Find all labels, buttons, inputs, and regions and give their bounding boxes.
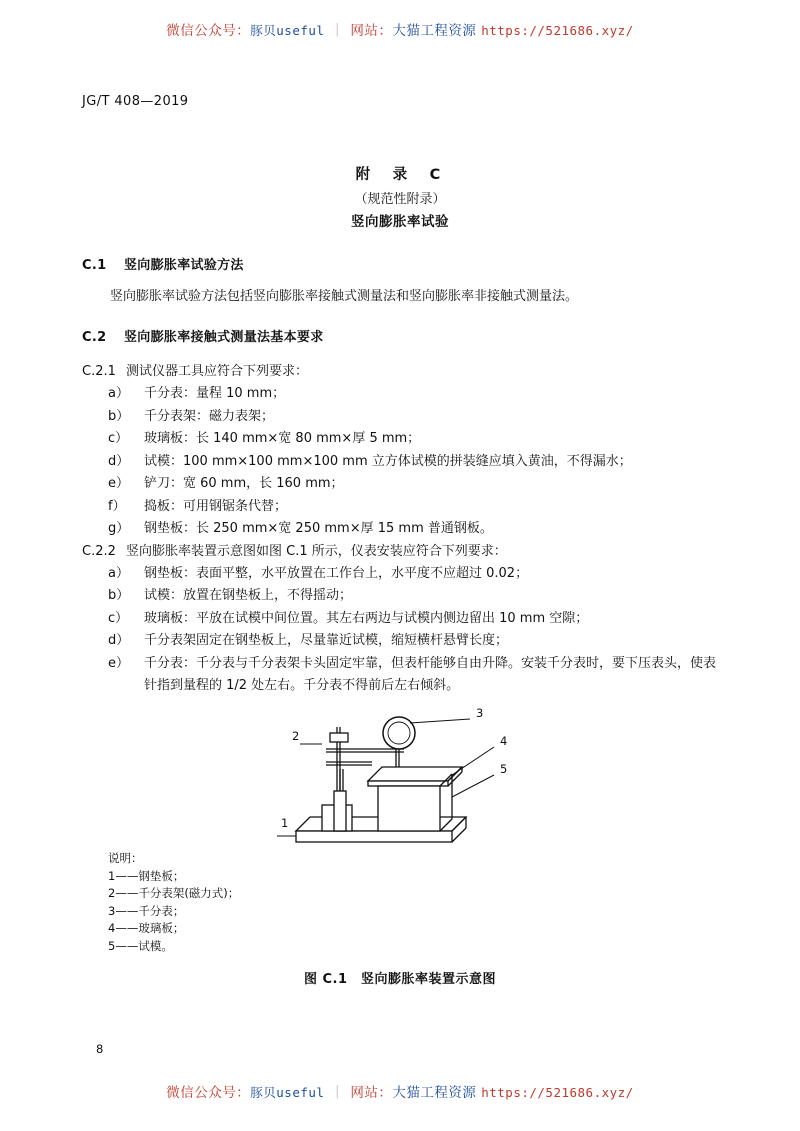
watermark-top — [0, 19, 800, 39]
list-item — [82, 563, 718, 586]
watermark-account: 豚贝useful — [250, 23, 325, 38]
section-c1-title: 竖向膨胀率试验方法 — [124, 258, 244, 273]
watermark-site-name-bottom: 大猫工程资源 — [392, 1085, 477, 1101]
list-text: 玻璃板：长 140 mm×宽 80 mm×厚 5 mm； — [144, 431, 421, 446]
watermark-url: https://521686.xyz/ — [481, 23, 634, 38]
list-text: 试模：放置在钢垫板上，不得摇动； — [144, 588, 353, 603]
list-item — [82, 585, 718, 608]
list-marker: e） — [108, 655, 129, 671]
list-item — [82, 653, 718, 698]
watermark-account-bottom: 豚贝useful — [250, 1085, 325, 1100]
watermark-site-label-bottom: 网站： — [350, 1085, 393, 1101]
list-text: 钢垫板：长 250 mm×宽 250 mm×厚 15 mm 普通钢板。 — [144, 521, 493, 536]
document-body — [82, 255, 718, 698]
watermark-wechat-label: 微信公众号： — [166, 23, 251, 39]
list-item — [82, 473, 718, 496]
figure-legend — [108, 850, 239, 955]
list-marker: b） — [108, 588, 130, 603]
standard-number: JG/T 408—2019 — [82, 94, 189, 109]
figure-callout-3: 3 — [476, 706, 484, 720]
section-c2-title: 竖向膨胀率接触式测量法基本要求 — [124, 330, 324, 345]
list-marker: d） — [108, 633, 130, 648]
clause-c21-list — [82, 383, 718, 541]
legend-title: 说明： — [108, 851, 143, 865]
page-number: 8 — [96, 1042, 104, 1056]
list-marker: a） — [108, 565, 129, 581]
section-c1-heading — [82, 255, 718, 276]
list-marker: a） — [108, 386, 129, 401]
clause-c22-heading — [82, 541, 718, 563]
list-text: 玻璃板：平放在试模中间位置。其左右两边与试模内侧边留出 10 mm 空隙； — [144, 610, 589, 626]
list-item — [82, 428, 718, 451]
watermark-separator-bottom: ｜ — [330, 1085, 345, 1101]
watermark-site-label: 网站： — [350, 23, 393, 39]
list-marker: c） — [108, 431, 129, 446]
list-text: 铲刀：宽 60 mm，长 160 mm； — [144, 476, 344, 491]
list-item — [82, 406, 718, 429]
clause-c21-number: C.2.1 — [82, 364, 116, 379]
figure-callout-5: 5 — [500, 762, 508, 776]
figure-caption: 图 C.1 竖向膨胀率装置示意图 — [303, 972, 497, 987]
annex-subtitle: （规范性附录） — [354, 192, 446, 207]
watermark-wechat-label-bottom: 微信公众号： — [166, 1085, 251, 1101]
list-text: 试模：100 mm×100 mm×100 mm 立方体试模的拼装缝应填入黄油，不得漏水； — [144, 453, 632, 469]
list-text: 千分表：量程 10 mm； — [144, 386, 286, 401]
clause-c22-number: C.2.2 — [82, 543, 116, 559]
legend-item: 2——千分表架(磁力式)； — [108, 886, 240, 900]
list-item — [82, 518, 718, 541]
list-item — [82, 608, 718, 631]
watermark-site-name: 大猫工程资源 — [392, 23, 477, 39]
annex-name: 竖向膨胀率试验 — [351, 214, 449, 230]
annex-title: 附 录 C — [355, 167, 445, 183]
legend-item: 5——试模。 — [108, 938, 173, 953]
list-marker: b） — [108, 408, 130, 424]
list-text: 钢垫板：表面平整，水平放置在工作台上，水平度不应超过 0.02； — [144, 565, 529, 581]
section-c2-number: C.2 — [82, 330, 107, 345]
list-item — [82, 383, 718, 406]
list-marker: c） — [108, 610, 129, 626]
section-c1-number: C.1 — [82, 258, 107, 273]
watermark-bottom — [0, 1081, 800, 1101]
section-c1-paragraph: 竖向膨胀率试验方法包括竖向膨胀率接触式测量法和竖向膨胀率非接触式测量法。 — [110, 289, 579, 304]
figure-callout-4: 4 — [500, 734, 508, 748]
section-c2-heading — [82, 327, 718, 348]
list-item — [82, 630, 718, 653]
legend-item: 4——玻璃板； — [108, 921, 185, 935]
figure-callout-2: 2 — [292, 729, 300, 743]
list-text: 捣板：可用钢锯条代替； — [144, 498, 288, 514]
list-text: 千分表架固定在钢垫板上，尽量靠近试模，缩短横杆悬臂长度； — [144, 633, 509, 648]
list-item — [82, 496, 718, 519]
clause-c22-list — [82, 563, 718, 698]
clause-c21-title: 测试仪器工具应符合下列要求： — [126, 364, 309, 379]
watermark-url-bottom: https://521686.xyz/ — [481, 1085, 634, 1100]
list-item — [82, 451, 718, 474]
clause-c22-title: 竖向膨胀率装置示意图如图 C.1 所示，仪表安装应符合下列要求： — [126, 543, 507, 559]
list-marker: d） — [108, 453, 130, 469]
watermark-separator: ｜ — [330, 23, 345, 39]
figure-callout-1: 1 — [281, 816, 289, 830]
list-marker: e） — [108, 476, 129, 491]
clause-c21-heading — [82, 361, 718, 383]
legend-item: 1——钢垫板； — [108, 868, 185, 883]
list-text: 千分表架：磁力表架； — [144, 408, 275, 424]
list-marker: f） — [108, 498, 126, 514]
list-text: 千分表：千分表与千分表架卡头固定牢靠，但表杆能够自由升降。安装千分表时，要下压表头，使表针指到量程的 1/2 处左右。千分表不得前后左右倾斜。 — [144, 655, 717, 693]
legend-item: 3——千分表； — [108, 903, 185, 918]
list-marker: g） — [108, 521, 130, 536]
